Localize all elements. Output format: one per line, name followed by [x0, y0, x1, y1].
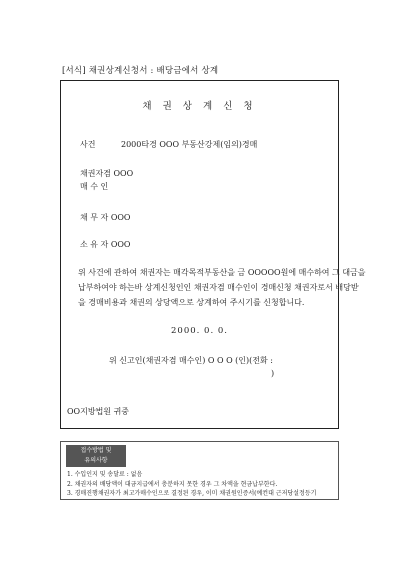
- body-line: 을 경매비용과 채권의 상당액으로 상계하여 주시기를 신청합니다.: [78, 298, 305, 307]
- case-label: 사건: [80, 140, 96, 149]
- form-caption: [서식] 채권상계신청서 : 배당금에서 상계: [62, 66, 219, 76]
- application-date: 2000. 0. 0.: [171, 326, 228, 336]
- body-line: 납부하여야 하는바 상계신청인인 채권자겸 매수인이 경매신청 채권자로서 배당받: [78, 283, 359, 292]
- notice-items: [67, 470, 339, 499]
- notice-header-line: 접수방법 및: [80, 447, 112, 454]
- applicant-tel-close: ): [271, 369, 275, 378]
- owner-label: 소 유 자 OOO: [80, 240, 131, 249]
- buyer-label: 매 수 인: [80, 182, 109, 191]
- creditor-label: 채권자겸 OOO: [80, 169, 134, 178]
- notice-item: 3. 경매진행채권자가 최고가매수인으로 결정된 경우, 이미 채권원인증서(예컨대 근저당설정등기: [67, 490, 317, 497]
- case-value: 2000타경 OOO 부동산강제(임의)경매: [121, 140, 258, 149]
- notice-header: [66, 445, 126, 467]
- notice-header-line: 유의사항: [84, 457, 108, 464]
- debtor-label: 채 무 자 OOO: [80, 213, 131, 222]
- notice-item: 2. 채권자의 배당액이 대금지급에서 충분하지 못한 경우 그 차액을 현금납부한다.: [67, 480, 278, 488]
- application-document: [60, 80, 366, 429]
- notice-item: 1. 수입인지 및 송달료 : 없음: [67, 471, 143, 478]
- document-title: 채 권 상 계 신 청: [142, 101, 257, 112]
- notice-box: [60, 441, 339, 500]
- application-body: [78, 265, 366, 310]
- applicant-signature-line: 위 신고인(채권자겸 매수인) O O O (인)(전화 :: [109, 356, 273, 365]
- body-line: 위 사건에 관하여 채권자는 매각목적부동산을 금 OOOOO원에 매수하여 그 대금을: [78, 268, 366, 277]
- court-addressee: OO지방법원 귀중: [67, 407, 130, 416]
